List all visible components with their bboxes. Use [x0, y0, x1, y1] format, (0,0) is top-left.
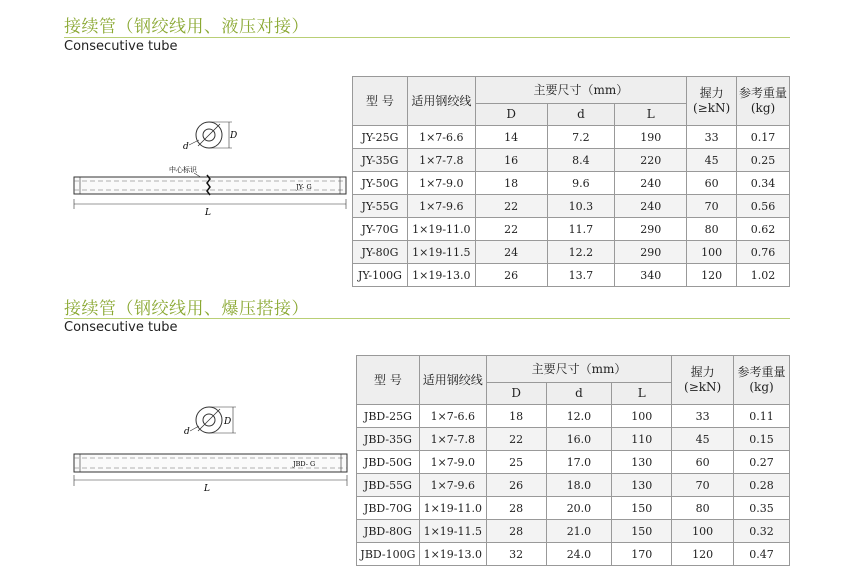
header-L: L: [612, 383, 672, 405]
section1-subtitle: Consecutive tube: [64, 39, 178, 54]
cell-weight: 0.11: [734, 405, 790, 428]
cell-model: JBD-80G: [357, 520, 420, 543]
table-row: [357, 474, 790, 497]
cell-L: 290: [615, 218, 687, 241]
center-mark-label: 中心标识: [169, 166, 197, 174]
cell-D: 22: [475, 195, 547, 218]
cell-D: 18: [486, 405, 546, 428]
cell-model: JY-70G: [353, 218, 408, 241]
cell-weight: 0.25: [737, 149, 790, 172]
cell-model: JBD-25G: [357, 405, 420, 428]
table-row: [357, 405, 790, 428]
label-d: d: [183, 142, 189, 152]
header-D: D: [475, 104, 547, 126]
cross-section-diagram: [184, 407, 236, 437]
cell-L: 240: [615, 172, 687, 195]
cell-L: 130: [612, 474, 672, 497]
header-main-size: 主要尺寸（mm）: [486, 356, 671, 383]
cell-force: 60: [687, 172, 737, 195]
cell-force: 70: [672, 474, 734, 497]
cell-model: JBD-50G: [357, 451, 420, 474]
cell-force: 70: [687, 195, 737, 218]
cell-force: 45: [687, 149, 737, 172]
cell-D: 22: [486, 428, 546, 451]
header-D: D: [486, 383, 546, 405]
cell-d: 24.0: [546, 543, 612, 566]
cell-model: JY-35G: [353, 149, 408, 172]
header-model: 型 号: [357, 356, 420, 405]
cell-strand: 1×7-6.6: [407, 126, 475, 149]
label-D: D: [224, 417, 232, 427]
tube-marking: JBD- G: [293, 460, 316, 468]
cell-model: JY-100G: [353, 264, 408, 287]
dimension-L: [74, 199, 346, 218]
label-d: d: [184, 427, 190, 437]
cell-L: 110: [612, 428, 672, 451]
header-force: 握力 (≥kN): [672, 356, 734, 405]
cell-weight: 1.02: [737, 264, 790, 287]
section2-subtitle: Consecutive tube: [64, 320, 178, 335]
cell-d: 12.2: [547, 241, 615, 264]
table-row: [353, 264, 790, 287]
cell-force: 60: [672, 451, 734, 474]
label-L: L: [204, 484, 210, 494]
cell-L: 340: [615, 264, 687, 287]
cell-model: JBD-35G: [357, 428, 420, 451]
cell-D: 16: [475, 149, 547, 172]
label-L: L: [205, 208, 211, 218]
tube-body: [74, 454, 347, 472]
cell-D: 28: [486, 520, 546, 543]
header-weight: 参考重量 (kg): [737, 77, 790, 126]
cell-L: 240: [615, 195, 687, 218]
cell-L: 100: [612, 405, 672, 428]
cell-strand: 1×7-9.0: [407, 172, 475, 195]
cell-D: 18: [475, 172, 547, 195]
cell-model: JBD-70G: [357, 497, 420, 520]
cell-strand: 1×19-13.0: [419, 543, 486, 566]
cell-D: 28: [486, 497, 546, 520]
section2-title: 接续管（钢绞线用、爆压搭接）: [64, 299, 309, 319]
cell-strand: 1×7-6.6: [419, 405, 486, 428]
cell-D: 26: [475, 264, 547, 287]
table-row: [357, 428, 790, 451]
cell-model: JY-50G: [353, 172, 408, 195]
cell-D: 22: [475, 218, 547, 241]
cell-D: 32: [486, 543, 546, 566]
header-weight: 参考重量 (kg): [734, 356, 790, 405]
table-row: [353, 195, 790, 218]
cell-force: 120: [687, 264, 737, 287]
header-L: L: [615, 104, 687, 126]
cell-L: 220: [615, 149, 687, 172]
cell-d: 12.0: [546, 405, 612, 428]
cell-d: 10.3: [547, 195, 615, 218]
table-row: [353, 149, 790, 172]
cell-strand: 1×19-11.5: [419, 520, 486, 543]
cell-model: JY-80G: [353, 241, 408, 264]
cross-section-diagram: [183, 122, 237, 152]
cell-strand: 1×19-13.0: [407, 264, 475, 287]
cell-L: 130: [612, 451, 672, 474]
cell-weight: 0.27: [734, 451, 790, 474]
dimension-L: [74, 475, 347, 494]
cell-D: 25: [486, 451, 546, 474]
cell-model: JY-55G: [353, 195, 408, 218]
cell-strand: 1×19-11.0: [419, 497, 486, 520]
table-row: [353, 241, 790, 264]
cell-force: 33: [672, 405, 734, 428]
cell-force: 33: [687, 126, 737, 149]
table-row: [357, 520, 790, 543]
cell-weight: 0.17: [737, 126, 790, 149]
cell-model: JBD-100G: [357, 543, 420, 566]
cell-d: 7.2: [547, 126, 615, 149]
section1-divider: [64, 37, 790, 38]
cell-weight: 0.34: [737, 172, 790, 195]
cell-strand: 1×7-7.8: [407, 149, 475, 172]
cell-L: 150: [612, 497, 672, 520]
cell-weight: 0.15: [734, 428, 790, 451]
cell-force: 100: [672, 520, 734, 543]
cell-d: 20.0: [546, 497, 612, 520]
cell-strand: 1×7-7.8: [419, 428, 486, 451]
table-row: [353, 126, 790, 149]
cell-strand: 1×7-9.6: [419, 474, 486, 497]
header-d: d: [547, 104, 615, 126]
section1-title: 接续管（钢绞线用、液压对接）: [64, 17, 309, 37]
cell-L: 150: [612, 520, 672, 543]
table-row: [353, 218, 790, 241]
cell-d: 21.0: [546, 520, 612, 543]
cell-weight: 0.62: [737, 218, 790, 241]
cell-weight: 0.35: [734, 497, 790, 520]
header-model: 型 号: [353, 77, 408, 126]
section1-tube-drawing: [64, 115, 364, 225]
table-row: [357, 497, 790, 520]
cell-d: 13.7: [547, 264, 615, 287]
label-D: D: [230, 131, 238, 141]
cell-D: 26: [486, 474, 546, 497]
cell-d: 9.6: [547, 172, 615, 195]
cell-weight: 0.76: [737, 241, 790, 264]
cell-L: 170: [612, 543, 672, 566]
cell-force: 100: [687, 241, 737, 264]
cell-d: 11.7: [547, 218, 615, 241]
table-row: [357, 543, 790, 566]
cell-L: 290: [615, 241, 687, 264]
header-force: 握力 (≥kN): [687, 77, 737, 126]
header-main-size: 主要尺寸（mm）: [475, 77, 686, 104]
header-d: d: [546, 383, 612, 405]
section1-spec-table: [352, 76, 790, 287]
section2-divider: [64, 318, 790, 319]
header-strand: 适用钢绞线: [407, 77, 475, 126]
table-row: [357, 451, 790, 474]
cell-d: 16.0: [546, 428, 612, 451]
cell-weight: 0.47: [734, 543, 790, 566]
cell-force: 120: [672, 543, 734, 566]
cell-model: JBD-55G: [357, 474, 420, 497]
header-strand: 适用钢绞线: [419, 356, 486, 405]
cell-D: 24: [475, 241, 547, 264]
cell-strand: 1×19-11.5: [407, 241, 475, 264]
section2-spec-table: [356, 355, 790, 566]
section2-tube-drawing: [64, 400, 364, 500]
table-row: [353, 172, 790, 195]
cell-L: 190: [615, 126, 687, 149]
cell-strand: 1×19-11.0: [407, 218, 475, 241]
cell-strand: 1×7-9.6: [407, 195, 475, 218]
cell-strand: 1×7-9.0: [419, 451, 486, 474]
cell-force: 45: [672, 428, 734, 451]
cell-d: 18.0: [546, 474, 612, 497]
tube-body: [74, 175, 346, 195]
cell-force: 80: [672, 497, 734, 520]
cell-weight: 0.56: [737, 195, 790, 218]
cell-force: 80: [687, 218, 737, 241]
cell-model: JY-25G: [353, 126, 408, 149]
tube-marking: JY- G: [296, 183, 312, 191]
cell-D: 14: [475, 126, 547, 149]
cell-d: 17.0: [546, 451, 612, 474]
cell-d: 8.4: [547, 149, 615, 172]
cell-weight: 0.28: [734, 474, 790, 497]
cell-weight: 0.32: [734, 520, 790, 543]
